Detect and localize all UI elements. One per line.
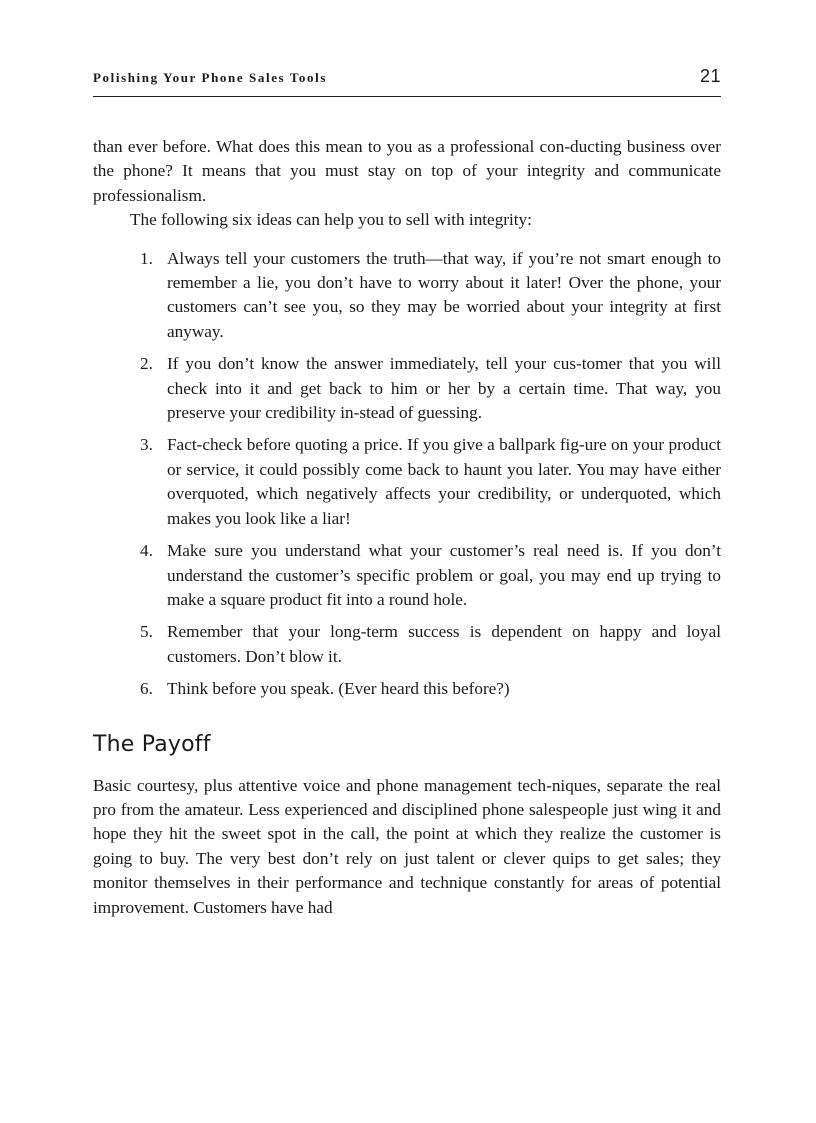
section-paragraph: Basic courtesy, plus attentive voice and phone management tech-niques, separate the real pro from the amateur. Less experienced and disciplined phone salespeople just wing it and hope they hit the sweet spot in the call, the point at which they realize the customer is going to buy. The very best don’t rely on just talent or clever quips to get sales; they monitor themselves in their performance and technique constantly for areas of potential improvement. Customers have had [93,775,721,917]
list-item-text: If you don’t know the answer immediately, tell your cus-tomer that you will check into it and get back to him or her by a certain time. That way, you preserve your credibility in-stead of guessing. [167,354,721,423]
integrity-ideas-list [93,247,721,702]
list-item [93,352,721,425]
body-text [93,135,721,920]
list-item [93,433,721,531]
list-item [93,677,721,701]
list-item-text: Always tell your customers the truth—that way, if you’re not smart enough to remember a lie, you don’t have to worry about it later! Over the phone, your customers can’t see you, so they may be worried about your integrity at first anyway. [167,248,721,341]
running-header [93,66,721,97]
list-item [93,247,721,345]
list-item-number: 3. [140,435,153,455]
list-item-text: Remember that your long-term success is dependent on happy and loyal customers. Don’t blow it. [167,622,721,666]
list-item-number: 6. [140,679,153,699]
page-number: 21 [699,66,721,86]
list-item-number: 4. [140,541,153,561]
list-item-text: Think before you speak. (Ever heard this before?) [167,679,510,699]
section-heading: The Payoff [93,731,211,757]
list-item-number: 1. [140,248,153,268]
lead-in-paragraph: The following six ideas can help you to sell with integrity: [130,210,532,230]
intro-paragraph: than ever before. What does this mean to you as a professional con-ducting business over the phone? It means that you must stay on top of your integrity and communicate professionalism. [93,137,721,205]
list-item-number: 2. [140,354,153,374]
list-item-text: Make sure you understand what your customer’s real need is. If you don’t understand the customer’s specific problem or goal, you may end up trying to make a square product fit into a round hole. [167,541,721,609]
list-item-text: Fact-check before quoting a price. If you give a ballpark fig-ure on your product or service, it could possibly come back to haunt you later. You may have either overquoted, which negatively affects your credibility, or underquoted, which makes you look like a liar! [167,435,721,528]
list-item [93,539,721,612]
running-title: Polishing Your Phone Sales Tools [93,70,327,85]
list-item-number: 5. [140,622,153,642]
list-item [93,620,721,669]
